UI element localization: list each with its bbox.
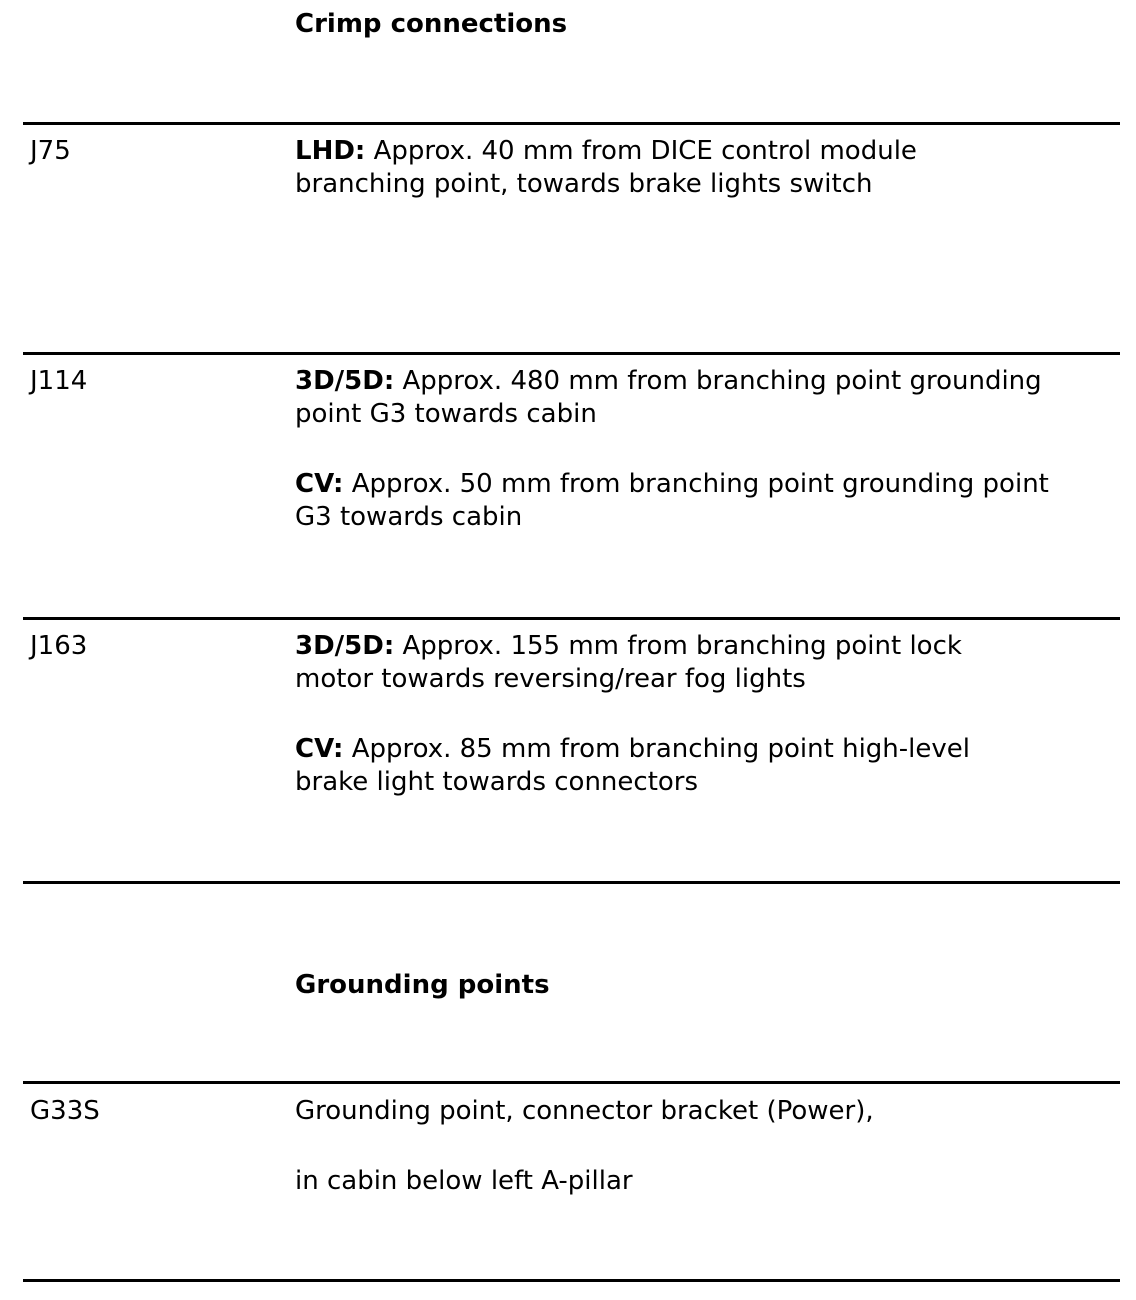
description-paragraph xyxy=(295,1165,1120,1198)
grounding-description-g33s xyxy=(295,1095,1120,1198)
description-line xyxy=(295,630,1120,663)
description-text: branching point, towards brake lights switch xyxy=(295,169,873,199)
table-divider xyxy=(23,617,1120,620)
description-text: motor towards reversing/rear fog lights xyxy=(295,664,806,694)
crimp-code-j75: J75 xyxy=(30,136,71,166)
table-divider xyxy=(23,122,1120,125)
description-paragraph xyxy=(295,365,1120,431)
variant-label: LHD: xyxy=(295,136,366,166)
description-line xyxy=(295,135,1120,168)
grounding-code-g33s: G33S xyxy=(30,1096,100,1126)
description-paragraph xyxy=(295,135,1120,201)
variant-label: CV: xyxy=(295,734,344,764)
description-text: G3 towards cabin xyxy=(295,502,523,532)
description-text: brake light towards connectors xyxy=(295,767,699,797)
description-line xyxy=(295,468,1120,501)
table-divider xyxy=(23,1081,1120,1084)
description-text: Approx. 85 mm from branching point high-level xyxy=(343,734,970,764)
description-text: Grounding point, connector bracket (Power), xyxy=(295,1096,874,1126)
table-divider xyxy=(23,352,1120,355)
crimp-code-j114: J114 xyxy=(30,366,88,396)
crimp-description-j163 xyxy=(295,630,1120,799)
description-line xyxy=(295,733,1120,766)
description-text: Approx. 480 mm from branching point grounding xyxy=(394,366,1042,396)
description-text: point G3 towards cabin xyxy=(295,399,597,429)
table-divider xyxy=(23,1279,1120,1282)
grounding-points-heading: Grounding points xyxy=(295,970,550,1000)
crimp-description-j75 xyxy=(295,135,1120,201)
description-paragraph xyxy=(295,733,1120,799)
crimp-connections-heading: Crimp connections xyxy=(295,9,568,39)
description-paragraph xyxy=(295,630,1120,696)
description-text: Approx. 40 mm from DICE control module xyxy=(365,136,917,166)
variant-label: 3D/5D: xyxy=(295,366,395,396)
variant-label: CV: xyxy=(295,469,344,499)
description-text: in cabin below left A-pillar xyxy=(295,1166,633,1196)
description-line xyxy=(295,365,1120,398)
description-paragraph xyxy=(295,1095,1120,1128)
table-divider xyxy=(23,881,1120,884)
crimp-description-j114 xyxy=(295,365,1120,534)
variant-label: 3D/5D: xyxy=(295,631,395,661)
description-text: Approx. 155 mm from branching point lock xyxy=(394,631,962,661)
description-text: Approx. 50 mm from branching point grounding point xyxy=(343,469,1049,499)
description-paragraph xyxy=(295,468,1120,534)
crimp-code-j163: J163 xyxy=(30,631,88,661)
